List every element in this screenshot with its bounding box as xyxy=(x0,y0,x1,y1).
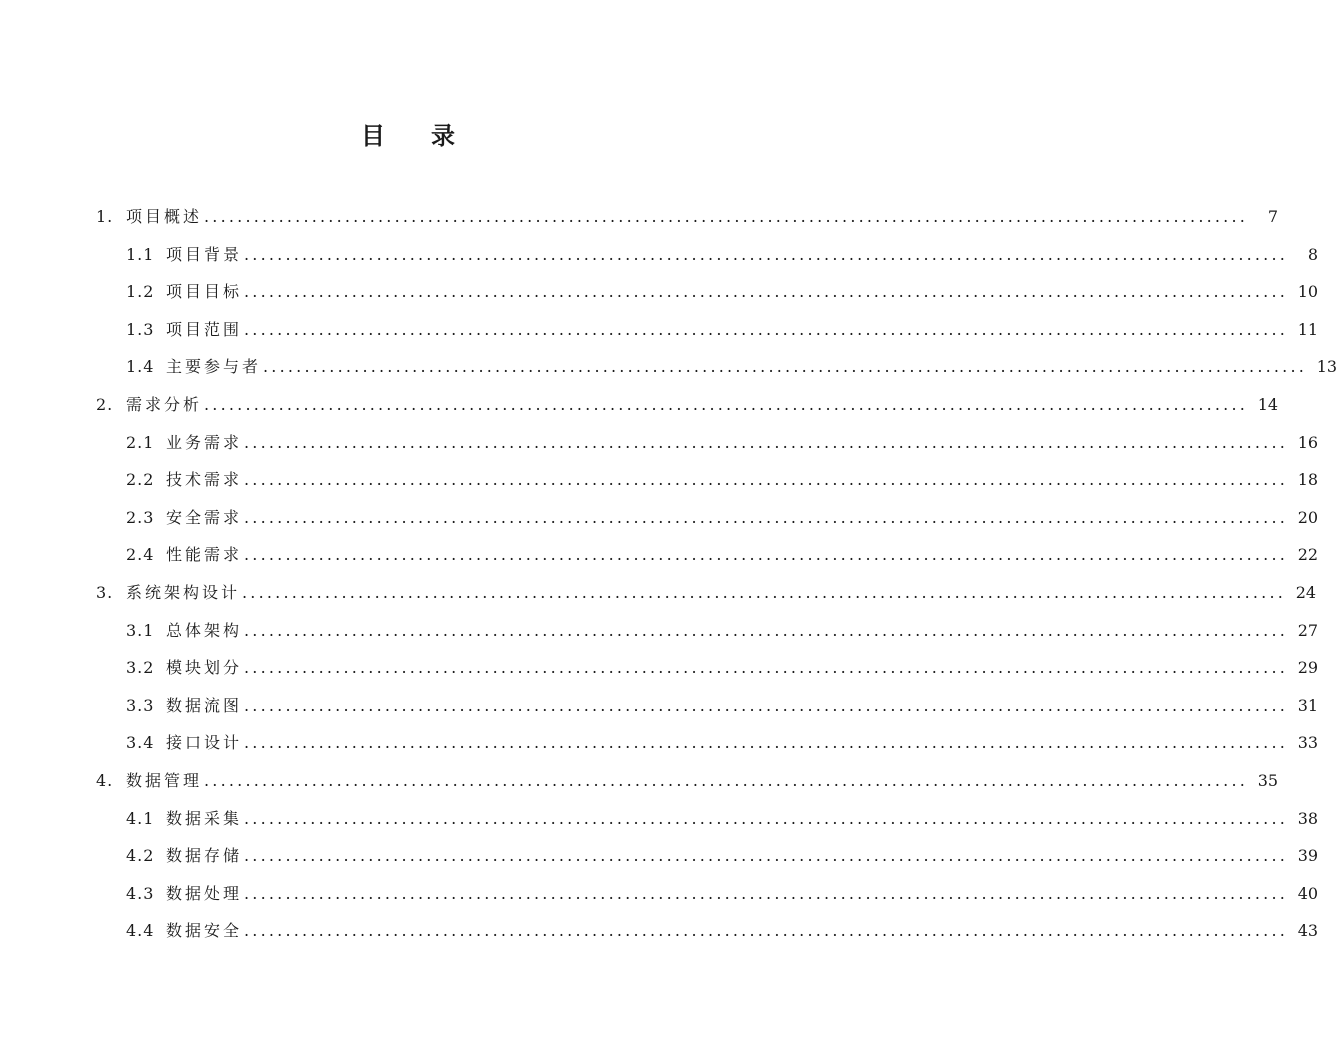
toc-entry-number: 2.3 xyxy=(126,507,155,527)
toc-page-number: 18 xyxy=(1297,470,1319,490)
toc-entry-number: 4.4 xyxy=(126,921,155,941)
toc-dot-leader: .............................................................................................................................. xyxy=(244,921,1289,941)
toc-dot-leader: .............................................................................................................................. xyxy=(244,658,1289,678)
toc-entry-title: 数据管理 xyxy=(126,770,203,790)
toc-entry-title: 数据处理 xyxy=(166,883,243,903)
toc-subsection-entry[interactable] xyxy=(96,837,1319,875)
toc-entry-number: 4.3 xyxy=(126,883,155,903)
toc-dot-leader: .............................................................................................................................. xyxy=(242,582,1287,602)
toc-page-number: 29 xyxy=(1297,658,1319,678)
toc-section-entry[interactable] xyxy=(96,198,1279,236)
toc-subsection-entry[interactable] xyxy=(96,424,1319,462)
toc-entry-number: 2. xyxy=(96,394,114,414)
toc-title-char-2: 录 xyxy=(431,122,455,150)
toc-entry-title: 项目范围 xyxy=(166,319,243,339)
toc-entry-title: 主要参与者 xyxy=(166,357,262,377)
toc-dot-leader: .............................................................................................................................. xyxy=(244,620,1289,640)
toc-subsection-entry[interactable] xyxy=(96,236,1319,274)
toc-page-number: 40 xyxy=(1297,883,1319,903)
toc-entry-title: 项目概述 xyxy=(126,207,203,226)
toc-entry-number: 3. xyxy=(96,582,114,602)
toc-entry-title: 项目目标 xyxy=(166,282,243,302)
toc-entry-number: 3.3 xyxy=(126,695,155,715)
toc-entry-number: 2.4 xyxy=(126,545,155,565)
toc-page-number: 33 xyxy=(1297,733,1319,753)
toc-entry-number: 4.2 xyxy=(126,846,155,866)
toc-section-entry[interactable] xyxy=(96,762,1279,800)
toc-entry-number: 2.1 xyxy=(126,432,155,452)
toc-entry-title: 需求分析 xyxy=(126,394,203,414)
toc-entry-number: 4. xyxy=(96,770,114,790)
toc-entry-number: 1.4 xyxy=(126,357,155,377)
toc-entry-number: 4.1 xyxy=(126,808,155,828)
toc-dot-leader: .............................................................................................................................. xyxy=(244,846,1289,866)
toc-page-number: 22 xyxy=(1297,545,1319,565)
toc-dot-leader: .............................................................................................................................. xyxy=(204,207,1249,226)
toc-dot-leader: .............................................................................................................................. xyxy=(244,507,1289,527)
toc-dot-leader: .............................................................................................................................. xyxy=(204,770,1249,790)
toc-subsection-entry[interactable] xyxy=(96,499,1319,537)
toc-entry-number: 3.1 xyxy=(126,620,155,640)
toc-subsection-entry[interactable] xyxy=(96,724,1319,762)
toc-entry-title: 数据流图 xyxy=(166,695,243,715)
toc-subsection-entry[interactable] xyxy=(96,800,1319,838)
toc-entry-number: 1.1 xyxy=(126,244,155,264)
toc-page-number: 35 xyxy=(1257,770,1279,790)
toc-entry-number: 3.4 xyxy=(126,733,155,753)
toc-entry-title: 安全需求 xyxy=(166,507,243,527)
toc-dot-leader: .............................................................................................................................. xyxy=(244,808,1289,828)
toc-entry-title: 接口设计 xyxy=(166,733,243,753)
toc-page-number: 8 xyxy=(1307,244,1319,264)
toc-dot-leader: .............................................................................................................................. xyxy=(263,357,1308,377)
toc-entry-title: 业务需求 xyxy=(166,432,243,452)
toc-title-char-1: 目 xyxy=(361,122,385,150)
toc-subsection-entry[interactable] xyxy=(96,912,1319,950)
toc-dot-leader: .............................................................................................................................. xyxy=(244,282,1289,302)
toc-dot-leader: .............................................................................................................................. xyxy=(204,394,1249,414)
toc-page-number: 16 xyxy=(1297,432,1319,452)
toc-page-number: 31 xyxy=(1297,695,1319,715)
toc-page-number: 24 xyxy=(1295,582,1317,602)
toc-entry-title: 数据安全 xyxy=(166,921,243,941)
toc-section-entry[interactable] xyxy=(96,574,1317,612)
toc-subsection-entry[interactable] xyxy=(96,311,1319,349)
toc-title xyxy=(0,118,816,154)
toc-entry-title: 数据存储 xyxy=(166,846,243,866)
toc-entry-title: 总体架构 xyxy=(166,620,243,640)
toc-page-number: 14 xyxy=(1257,394,1279,414)
toc-subsection-entry[interactable] xyxy=(96,461,1319,499)
toc-dot-leader: .............................................................................................................................. xyxy=(244,319,1289,339)
toc-dot-leader: .............................................................................................................................. xyxy=(244,695,1289,715)
toc-subsection-entry[interactable] xyxy=(96,875,1319,913)
toc-entry-number: 1.3 xyxy=(126,319,155,339)
toc-page-number: 10 xyxy=(1297,282,1319,302)
toc-subsection-entry[interactable] xyxy=(96,536,1319,574)
toc-subsection-entry[interactable] xyxy=(96,687,1319,725)
toc-entry-title: 项目背景 xyxy=(166,244,243,264)
toc-entry-number: 2.2 xyxy=(126,470,155,490)
toc-page-number: 38 xyxy=(1297,808,1319,828)
toc-dot-leader: .............................................................................................................................. xyxy=(244,470,1289,490)
toc-entry-title: 数据采集 xyxy=(166,808,243,828)
toc-page-number: 7 xyxy=(1267,207,1279,226)
toc-page-number: 39 xyxy=(1297,846,1319,866)
toc-page-number: 20 xyxy=(1297,507,1319,527)
toc-page-number: 11 xyxy=(1297,319,1319,339)
toc-entry-title: 模块划分 xyxy=(166,658,243,678)
toc-entry-number: 1.2 xyxy=(126,282,155,302)
toc-subsection-entry[interactable] xyxy=(96,649,1319,687)
toc-subsection-entry[interactable] xyxy=(96,612,1319,650)
toc-dot-leader: .............................................................................................................................. xyxy=(244,733,1289,753)
toc-entry-title: 系统架构设计 xyxy=(126,582,241,602)
toc-dot-leader: .............................................................................................................................. xyxy=(244,432,1289,452)
toc-dot-leader: .............................................................................................................................. xyxy=(244,883,1289,903)
toc-page-number: 43 xyxy=(1297,921,1319,941)
toc-entry-title: 性能需求 xyxy=(166,545,243,565)
toc-entry-number: 1. xyxy=(96,207,114,226)
toc-dot-leader: .............................................................................................................................. xyxy=(244,545,1289,565)
toc-page-number: 27 xyxy=(1297,620,1319,640)
toc-subsection-entry[interactable] xyxy=(96,348,1337,386)
toc-subsection-entry[interactable] xyxy=(96,273,1319,311)
toc-entry-title: 技术需求 xyxy=(166,470,243,490)
toc-entry-number: 3.2 xyxy=(126,658,155,678)
toc-page-number: 13 xyxy=(1316,357,1337,377)
toc-list xyxy=(96,198,1337,950)
toc-dot-leader: .............................................................................................................................. xyxy=(244,244,1289,264)
toc-section-entry[interactable] xyxy=(96,386,1279,424)
